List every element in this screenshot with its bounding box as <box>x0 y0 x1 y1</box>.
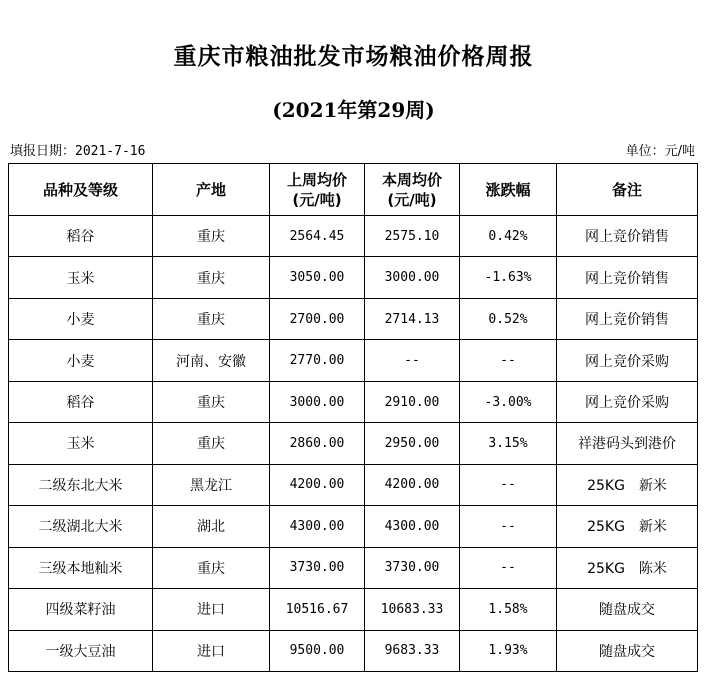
cell-change: -1.63% <box>460 257 557 298</box>
cell-variety: 稻谷 <box>9 381 153 422</box>
header-last-week-line2: (元/吨) <box>292 190 342 209</box>
header-this-week-price <box>365 164 460 216</box>
cell-origin: 重庆 <box>153 547 270 588</box>
cell-remark: 网上竞价销售 <box>557 216 698 257</box>
table-row <box>9 340 698 381</box>
cell-variety: 玉米 <box>9 257 153 298</box>
cell-change: 0.52% <box>460 298 557 339</box>
table-row <box>9 381 698 422</box>
table-row <box>9 506 698 547</box>
table-row <box>9 298 698 339</box>
cell-remark: 随盘成交 <box>557 589 698 630</box>
cell-remark: 随盘成交 <box>557 630 698 671</box>
cell-this-week-price: 9683.33 <box>365 630 460 671</box>
cell-last-week-price: 3000.00 <box>270 381 365 422</box>
header-variety: 品种及等级 <box>9 164 153 216</box>
cell-last-week-price: 4300.00 <box>270 506 365 547</box>
header-row <box>9 164 698 216</box>
cell-remark: 网上竞价采购 <box>557 381 698 422</box>
cell-remark: 网上竞价销售 <box>557 257 698 298</box>
cell-remark: 25KG 陈米 <box>557 547 698 588</box>
cell-last-week-price: 2860.00 <box>270 423 365 464</box>
header-change: 涨跌幅 <box>460 164 557 216</box>
unit-label: 单位：元/吨 <box>625 144 695 159</box>
cell-change: 1.93% <box>460 630 557 671</box>
header-this-week-line1: 本周均价 <box>381 170 442 189</box>
cell-origin: 重庆 <box>153 381 270 422</box>
cell-last-week-price: 4200.00 <box>270 464 365 505</box>
cell-last-week-price: 3050.00 <box>270 257 365 298</box>
cell-last-week-price: 10516.67 <box>270 589 365 630</box>
cell-remark: 网上竞价采购 <box>557 340 698 381</box>
report-subtitle: (2021年第29周) <box>272 98 435 122</box>
cell-change: 0.42% <box>460 216 557 257</box>
cell-remark: 网上竞价销售 <box>557 298 698 339</box>
table-row <box>9 423 698 464</box>
cell-variety: 四级菜籽油 <box>9 589 153 630</box>
cell-this-week-price: 2575.10 <box>365 216 460 257</box>
cell-this-week-price: 2714.13 <box>365 298 460 339</box>
cell-this-week-price: 4300.00 <box>365 506 460 547</box>
cell-origin: 进口 <box>153 589 270 630</box>
report-title: 重庆市粮油批发市场粮油价格周报 <box>173 44 534 70</box>
cell-origin: 重庆 <box>153 298 270 339</box>
cell-origin: 重庆 <box>153 216 270 257</box>
cell-this-week-price: 3730.00 <box>365 547 460 588</box>
fill-date: 填报日期：2021-7-16 <box>10 144 146 159</box>
cell-variety: 小麦 <box>9 298 153 339</box>
table-row <box>9 589 698 630</box>
table-row <box>9 630 698 671</box>
cell-variety: 小麦 <box>9 340 153 381</box>
header-origin: 产地 <box>153 164 270 216</box>
cell-this-week-price: -- <box>365 340 460 381</box>
table-row <box>9 547 698 588</box>
cell-this-week-price: 2910.00 <box>365 381 460 422</box>
cell-change: -- <box>460 464 557 505</box>
cell-change: 1.58% <box>460 589 557 630</box>
header-last-week-line1: 上周均价 <box>286 170 347 189</box>
table-row <box>9 464 698 505</box>
cell-change: 3.15% <box>460 423 557 464</box>
header-last-week-price <box>270 164 365 216</box>
cell-last-week-price: 3730.00 <box>270 547 365 588</box>
cell-remark: 祥港码头到港价 <box>557 423 698 464</box>
table-row <box>9 257 698 298</box>
cell-variety: 稻谷 <box>9 216 153 257</box>
cell-remark: 25KG 新米 <box>557 464 698 505</box>
cell-variety: 一级大豆油 <box>9 630 153 671</box>
cell-variety: 三级本地籼米 <box>9 547 153 588</box>
cell-variety: 二级东北大米 <box>9 464 153 505</box>
cell-change: -- <box>460 547 557 588</box>
cell-this-week-price: 10683.33 <box>365 589 460 630</box>
cell-variety: 二级湖北大米 <box>9 506 153 547</box>
price-table <box>8 163 698 672</box>
cell-change: -- <box>460 506 557 547</box>
cell-origin: 进口 <box>153 630 270 671</box>
cell-this-week-price: 2950.00 <box>365 423 460 464</box>
cell-origin: 重庆 <box>153 423 270 464</box>
header-this-week-line2: (元/吨) <box>387 190 437 209</box>
cell-origin: 重庆 <box>153 257 270 298</box>
cell-origin: 黑龙江 <box>153 464 270 505</box>
cell-variety: 玉米 <box>9 423 153 464</box>
header-remark: 备注 <box>557 164 698 216</box>
cell-last-week-price: 2700.00 <box>270 298 365 339</box>
cell-change: -3.00% <box>460 381 557 422</box>
cell-origin: 河南、安徽 <box>153 340 270 381</box>
cell-origin: 湖北 <box>153 506 270 547</box>
cell-remark: 25KG 新米 <box>557 506 698 547</box>
cell-change: -- <box>460 340 557 381</box>
cell-this-week-price: 3000.00 <box>365 257 460 298</box>
cell-this-week-price: 4200.00 <box>365 464 460 505</box>
cell-last-week-price: 2564.45 <box>270 216 365 257</box>
cell-last-week-price: 9500.00 <box>270 630 365 671</box>
cell-last-week-price: 2770.00 <box>270 340 365 381</box>
table-row <box>9 216 698 257</box>
